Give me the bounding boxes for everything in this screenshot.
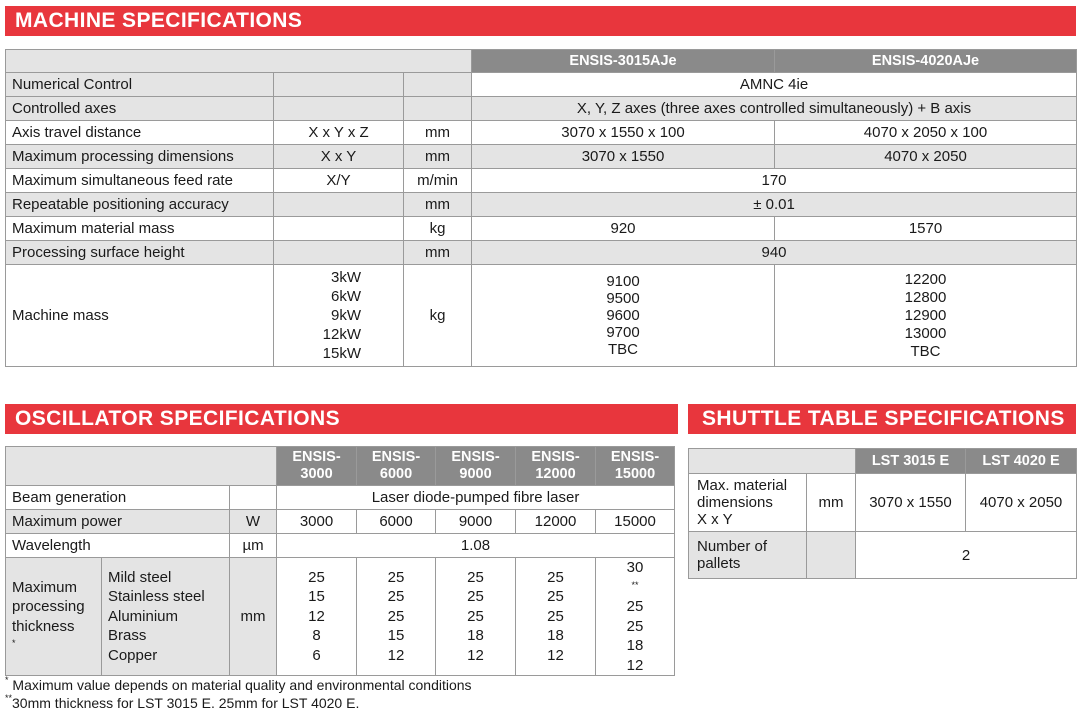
row-label: Maximum processing dimensions	[6, 145, 274, 169]
row-value: AMNC 4ie	[472, 73, 1077, 97]
row-label: Processing surface height	[6, 241, 274, 265]
unit: mm	[404, 121, 472, 145]
row-value: 170	[472, 169, 1077, 193]
unit: µm	[230, 534, 277, 558]
row-label: Maximum material mass	[6, 217, 274, 241]
axis-spec: X x Y	[274, 145, 404, 169]
row-label: Beam generation	[6, 486, 230, 510]
header-blank	[689, 449, 856, 474]
row-value: 1570	[775, 217, 1077, 241]
row-value: 3070 x 1550 x 100	[472, 121, 775, 145]
row-value: 9000	[436, 510, 516, 534]
footnote-1: * Maximum value depends on material quality and environmental conditions	[5, 675, 472, 693]
model-header: ENSIS-4020AJe	[775, 50, 1077, 73]
row-value: Laser diode-pumped fibre laser	[277, 486, 675, 510]
material-list: Mild steel Stainless steel Aluminium Brass Copper	[102, 558, 230, 676]
row-label: Controlled axes	[6, 97, 274, 121]
mass-list: 9100 9500 9600 9700 TBC	[472, 265, 775, 367]
oscillator-specs-table	[5, 446, 675, 676]
model-header: ENSIS- 3000	[277, 447, 357, 486]
row-value: 920	[472, 217, 775, 241]
header-blank	[6, 447, 277, 486]
unit: mm	[404, 145, 472, 169]
unit: mm	[404, 241, 472, 265]
shuttle-specs-table	[688, 448, 1077, 579]
row-label: Machine mass	[6, 265, 274, 367]
model-header: ENSIS- 15000	[596, 447, 675, 486]
row-value: 4070 x 2050	[966, 474, 1077, 532]
unit: mm	[807, 474, 856, 532]
row-value: ± 0.01	[472, 193, 1077, 217]
model-header: LST 3015 E	[856, 449, 966, 474]
model-header: LST 4020 E	[966, 449, 1077, 474]
row-value: 4070 x 2050 x 100	[775, 121, 1077, 145]
unit: kg	[404, 265, 472, 367]
footnote-2: **30mm thickness for LST 3015 E. 25mm for LST 4020 E.	[5, 693, 360, 711]
row-value: 6000	[357, 510, 436, 534]
row-label: Axis travel distance	[6, 121, 274, 145]
unit: kg	[404, 217, 472, 241]
oscillator-specs-title: OSCILLATOR SPECIFICATIONS	[5, 404, 678, 434]
row-value: 3070 x 1550	[856, 474, 966, 532]
row-value: 2	[856, 532, 1077, 579]
row-label: Wavelength	[6, 534, 230, 558]
row-label: Maximum power	[6, 510, 230, 534]
machine-specs-title: MACHINE SPECIFICATIONS	[5, 6, 1076, 36]
row-label: Maximum simultaneous feed rate	[6, 169, 274, 193]
thickness-column: 25 25 25 18 12	[436, 558, 516, 676]
row-label: Number of pallets	[689, 532, 807, 579]
row-label: Max. material dimensions X x Y	[689, 474, 807, 532]
row-value: 15000	[596, 510, 675, 534]
shuttle-specs-title: SHUTTLE TABLE SPECIFICATIONS	[688, 404, 1076, 434]
row-value: X, Y, Z axes (three axes controlled simultaneously) + B axis	[472, 97, 1077, 121]
thickness-column: 25 25 25 15 12	[357, 558, 436, 676]
row-value: 12000	[516, 510, 596, 534]
mass-list: 12200 12800 12900 13000 TBC	[775, 265, 1077, 367]
thickness-column: 25 15 12 8 6	[277, 558, 357, 676]
row-value: 1.08	[277, 534, 675, 558]
header-blank	[6, 50, 472, 73]
model-header: ENSIS- 9000	[436, 447, 516, 486]
row-value: 940	[472, 241, 1077, 265]
machine-specs-table	[5, 49, 1077, 367]
unit: m/min	[404, 169, 472, 193]
axis-spec: X/Y	[274, 169, 404, 193]
thickness-column: 30 ** 25 25 18 12	[596, 558, 675, 676]
model-header: ENSIS-3015AJe	[472, 50, 775, 73]
thickness-label: Maximum processing thickness *	[6, 558, 102, 676]
row-label: Repeatable positioning accuracy	[6, 193, 274, 217]
model-header: ENSIS- 12000	[516, 447, 596, 486]
unit: W	[230, 510, 277, 534]
thickness-column: 25 25 25 18 12	[516, 558, 596, 676]
power-list: 3kW 6kW 9kW 12kW 15kW	[274, 265, 404, 367]
row-label: Numerical Control	[6, 73, 274, 97]
row-value: 3000	[277, 510, 357, 534]
unit: mm	[230, 558, 277, 676]
row-value: 4070 x 2050	[775, 145, 1077, 169]
model-header: ENSIS- 6000	[357, 447, 436, 486]
axis-spec: X x Y x Z	[274, 121, 404, 145]
unit: mm	[404, 193, 472, 217]
row-value: 3070 x 1550	[472, 145, 775, 169]
